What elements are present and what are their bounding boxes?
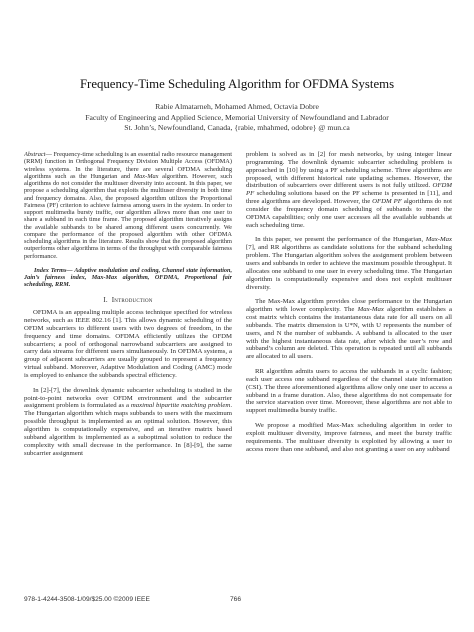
right-paragraph-4: RR algorithm admits users to access the subbands in a cyclic fashion; each user access one subband regardless of the channel state information (CSI). The three aforementioned algorithms allow only one user to access a subband in a frame duration. Also, these algorithms do not compensate for the service starvation over time. Moreover, these algorithms are not able to support multimedia bursty traffic.: [246, 368, 452, 415]
affiliation-line-2: St. John’s, Newfoundland, Canada, {rabie, mhahmed, odobre} @ mun.ca: [124, 123, 350, 132]
abstract-text-2: algorithm. However, such algorithms do not consider the multiuser diversity into account. In this paper, we propose a scheduling algorithm that exploits the multiuser diversity in both time and frequency domains. Also, the proposed algorithm utilizes the Proportional Fairness (PF) criterion to achieve fairness among users in the system. In order to support multimedia bursty traffic, our algorithm allows more than one user to share a subband in each time frame. The proposed algorithm iteratively assigns the available subbands to be shared among different users concurrently. We compare the performance of the proposed algorithm with other OFDMA scheduling algorithms in the literature. Results show that the proposed algorithm outperforms other algorithms in terms of the throughput with comparable fairness performance.: [24, 172, 232, 260]
right-paragraph-3: [246, 298, 452, 361]
intro-paragraph-1: OFDMA is an appealing multiple access technique specified for wireless networks, such as IEEE 802.16 [1]. This allows dynamic scheduling of the OFDM subcarriers to different users with two degrees of freedom, in the frequency and time domains. OFDMA efficiently utilizes the OFDM subcarriers; a pool of orthogonal narrowband subcarriers are assigned to carry data streams for different users simultaneously. In OFDMA systems, a group of adjacent subcarriers are usually grouped to represent a frequency virtual subband. Moreover, Adaptive Modulation and Coding (AMC) mode is employed to enhance the subbands spectral efficiency.: [24, 309, 232, 379]
index-terms-label: Index Terms: [34, 266, 67, 274]
intro-paragraph-2-text-b: . The Hungarian algorithm which maps subbands to users with the maximum possible throughput is implemented as an optimal solution. However, this algorithm is computationally expensive, and an iterative matrix based subband algorithm is implemented as a suboptimal solution to reduce the complexity with small decrease in the performance. In [8]-[9], the same subcarrier assignment: [24, 402, 232, 457]
abstract-text-1: — Frequency-time scheduling is an essential radio resource management (RRM) function in Orthogonal Frequency Division Multiple Access (OFDMA) wireless systems. In the literature, there are several OFDMA scheduling algorithms such as the Hungarian and: [24, 151, 232, 180]
right-column: [246, 151, 452, 576]
index-terms-text: — Adaptive modulation and coding, Channel state information, Jain’s fairness index, Max-Max algorithm, OFDMA, Proportional fair scheduling, RRM.: [24, 266, 232, 289]
right-paragraph-2-text-b: [7], and RR algorithms as candidate solutions for the subband scheduling problem. The Hungarian algorithm solves the assignment problem between users and subbands in order to achieve the maximum possible throughput. It allocates one subband to one user in every scheduling time. The Hungarian algorithm is computationally expensive and does not exploit multiuser diversity.: [246, 244, 452, 291]
right-paragraph-1-emphasis-1: OFDM PF: [246, 182, 452, 198]
left-column: [24, 151, 232, 576]
right-paragraph-1-text-a: problem is solved as in [2] for mesh networks, by using integer linear programming. The downlink dynamic subcarrier scheduling problem is approached in [10] by using a PF scheduling scheme. Three algorithms are proposed, with different historical rate updating schemes. However, the distribution of subcarriers over different users is not fully utilized.: [246, 151, 452, 190]
paper-title: Frequency-Time Scheduling Algorithm for OFDMA Systems: [79, 77, 395, 91]
section-title: Introduction: [111, 296, 153, 305]
abstract-emphasis: Max-Max: [133, 172, 159, 180]
section-number: I.: [103, 296, 108, 305]
footer-copyright: 978-1-4244-3508-1/09/$25.00 ©2009 IEEE: [24, 596, 150, 603]
intro-paragraph-2: [24, 387, 232, 458]
right-paragraph-2-text-a: In this paper, we present the performance of the Hungarian,: [255, 236, 426, 244]
page-number: 766: [230, 596, 242, 603]
abstract: [24, 151, 232, 260]
right-paragraph-1: [246, 151, 452, 229]
abstract-label: Abstract: [24, 151, 46, 158]
right-paragraph-3-text-a: The Max-Max algorithm provides close performance to the Hungarian algorithm with lower complexity. The: [246, 298, 452, 314]
right-paragraph-2-emphasis: Max-Max: [425, 236, 452, 244]
right-paragraph-3-text-b: algorithm establishes a cost matrix which contains the instantaneous data rate for all users on all subbands. The matrix dimension is U*N, with U represents the number of users, and N the number of subbands. A subband is allocated to the user with the highest instantaneous data rate, after which the user’s row and subband’s column are deleted. This operation is repeated until all subbands are allocated to all users.: [246, 306, 452, 361]
index-terms: [24, 267, 232, 289]
intro-paragraph-2-emphasis: maximal bipartite matching problem: [130, 402, 231, 410]
intro-paragraph-2-text-a: In [2]-[7], the downlink dynamic subcarrier scheduling is studied in the point-to-point networks over OFDM environment and the subcarrier assignment problem is formulated as a: [24, 386, 232, 410]
right-paragraph-3-emphasis: Max-Max: [357, 306, 384, 314]
affiliation-line-1: Faculty of Engineering and Applied Science, Memorial University of Newfoundland and Labrador: [85, 113, 389, 122]
section-heading-introduction: [24, 297, 232, 305]
right-paragraph-2: [246, 236, 452, 291]
right-paragraph-5: We propose a modified Max-Max scheduling algorithm in order to exploit multiuser diversity, improve fairness, and meet the bursty traffic requirements. The multiuser diversity is exploited by allowing a user to access more than one subband, and also not granting a user on any subband: [246, 422, 452, 453]
right-paragraph-1-text-c: algorithms do not consider the frequency domain scheduling of subbands to meet the OFDMA capabilities; only one user accesses all the available subbands at each scheduling time.: [246, 198, 452, 229]
right-paragraph-1-emphasis-2: OFDM PF: [372, 198, 402, 206]
author-list: Rabie Almatarneh, Mohamed Ahmed, Octavia Dobre: [155, 102, 319, 111]
right-paragraph-1-text-b: scheduling solutions based on the PF scheme is presented in [11], and three algorithms are developed. However, the: [246, 190, 452, 206]
